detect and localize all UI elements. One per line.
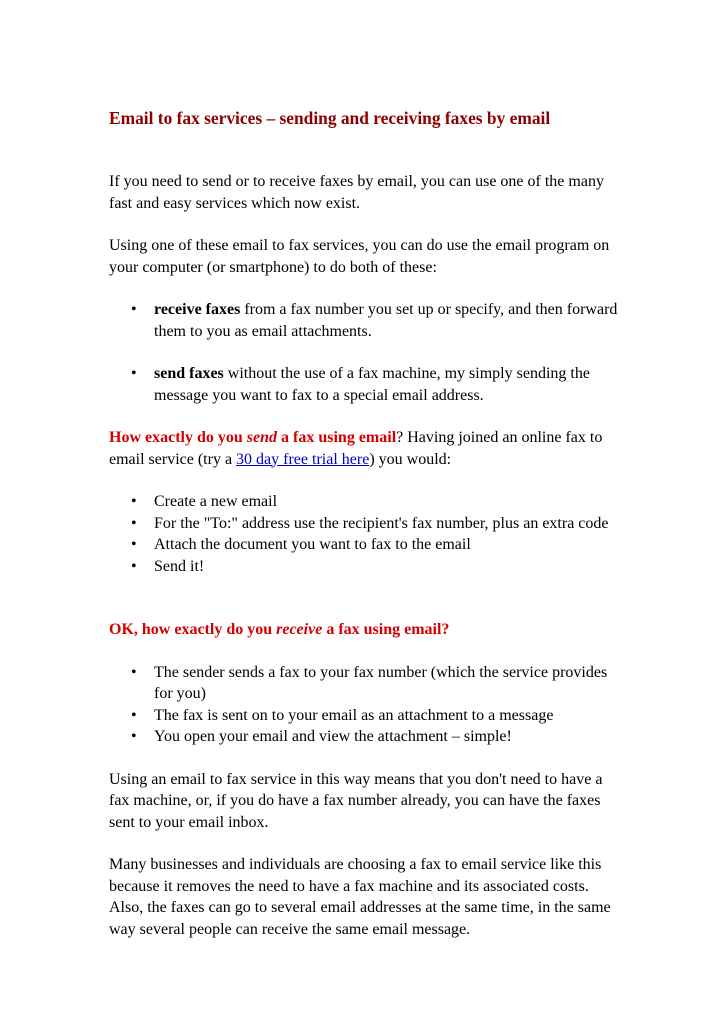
receive-step-text: The fax is sent on to your email as an attachment to a message — [154, 706, 554, 724]
document-page — [109, 107, 621, 940]
intro-paragraph: If you need to send or to receive faxes by email, you can use one of the many fast and easy services which now exist. — [109, 173, 604, 212]
bullet-icon: • — [131, 728, 137, 745]
bullet-icon: • — [131, 365, 137, 382]
bullet-icon: • — [131, 493, 137, 510]
using-intro-paragraph: Using one of these email to fax services, you can do use the email program on your computer (or smartphone) to do both of these: — [109, 237, 610, 276]
receive-heading-pre: OK, how exactly do you — [109, 621, 277, 638]
send-heading — [109, 429, 396, 446]
send-step-text: Attach the document you want to fax to the email — [154, 536, 471, 553]
send-heading-emphasis: send — [246, 429, 278, 446]
bullet-icon: • — [131, 706, 137, 724]
bullet-icon: • — [131, 301, 137, 318]
receive-heading-post: a fax using email? — [322, 621, 450, 638]
bullet-icon: • — [131, 663, 137, 681]
use-text: from a fax number you set up or specify, and then forward them to you as email attachments. — [154, 301, 618, 340]
list-item — [109, 726, 621, 748]
send-heading-question-mark: ? — [396, 429, 404, 446]
receive-step-text: You open your email and view the attachment – simple! — [154, 728, 512, 745]
free-trial-link[interactable]: 30 day free trial here — [236, 450, 370, 468]
list-item — [109, 299, 621, 342]
send-step-text: Send it! — [154, 557, 205, 575]
uses-list — [109, 299, 621, 406]
list-item — [109, 662, 621, 705]
list-item — [109, 513, 621, 535]
list-item — [109, 363, 621, 406]
send-step-text: For the "To:" address use the recipient's fax number, plus an extra code — [154, 514, 609, 532]
list-item — [109, 705, 621, 727]
send-step-text: Create a new email — [154, 493, 278, 510]
document-title: Email to fax services – sending and receiving faxes by email — [109, 108, 551, 128]
use-term: receive faxes — [154, 301, 241, 318]
send-section-paragraph — [109, 427, 621, 470]
list-item — [109, 534, 621, 556]
use-term: send faxes — [154, 365, 224, 382]
send-steps-list — [109, 491, 621, 577]
using-service-paragraph: Using an email to fax service in this way means that you don't need to have a fax machine, or, if you do have a fax number already, you can have the faxes sent to your email inbox. — [109, 770, 603, 831]
list-item — [109, 556, 621, 578]
send-heading-pre: How exactly do you — [109, 429, 247, 446]
receive-heading — [109, 619, 621, 641]
send-intro-tail: ) you would: — [369, 450, 452, 468]
list-item — [109, 491, 621, 513]
use-text: without the use of a fax machine, my simply sending the message you want to fax to a special email address. — [154, 365, 590, 404]
bullet-icon: • — [131, 536, 137, 553]
send-heading-post: a fax using email — [277, 429, 397, 446]
bullet-icon: • — [131, 557, 137, 575]
closing-paragraph: Many businesses and individuals are choosing a fax to email service like this because it removes the need to have a fax machine and its associated costs. Also, the faxes can go to several email addresses at the same time, in the same way several people can receive the same email message. — [109, 856, 611, 938]
bullet-icon: • — [131, 514, 137, 532]
send-intro-text: Having joined an online fax to email service (try a — [109, 429, 603, 468]
receive-steps-list — [109, 662, 621, 748]
receive-step-text: The sender sends a fax to your fax number (which the service provides for you) — [154, 663, 608, 702]
receive-heading-emphasis: receive — [276, 621, 323, 638]
